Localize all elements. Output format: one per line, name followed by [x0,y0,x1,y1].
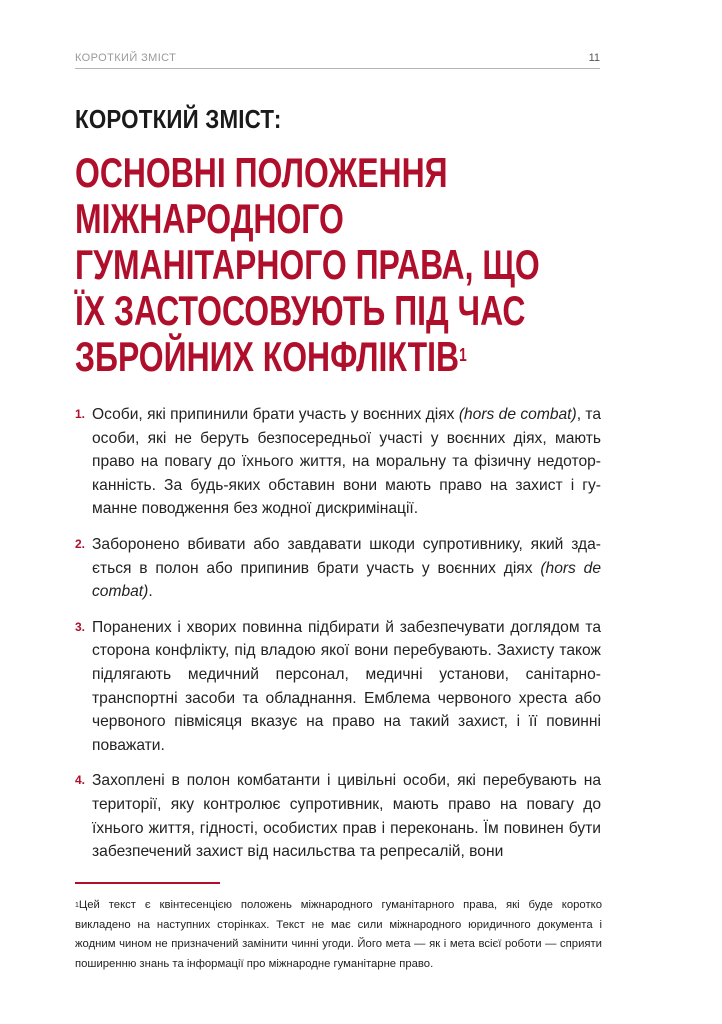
header-divider [75,68,600,69]
item-number: 3. [75,619,86,634]
item-number: 1. [75,407,86,421]
list-item [75,769,601,863]
item-text-end: , та особи, які не беруть безпосередньої участі у воєнних діях, мають право на повагу до їхнього життя, на моральну та фізичну недоторканність. За будь-яких обставин вони мають право на захист і гуманне поводження без жодної дискримінації. [92,406,602,518]
footnote [75,896,602,974]
item-text: Особи, які припинили брати участь у воєнних діях [92,406,459,423]
item-text: Заборонено вбивати або завдавати шкоди супротивнику, який здається в полон або припинив брати участь у воєнних діях [92,535,601,577]
title-line: ОСНОВНІ ПОЛОЖЕННЯ [75,149,448,196]
list-item [75,616,601,758]
title-footnote-ref[interactable]: 1 [459,345,467,365]
page-title [75,149,540,380]
title-line: ГУМАНІТАРНОГО ПРАВА, ЩО [75,241,540,288]
section-kicker: КОРОТКИЙ ЗМІСТ: [75,104,282,134]
title-line: ЇХ ЗАСТОСОВУЮТЬ ПІД ЧАС [75,287,526,334]
item-italic-term: (hors de combat) [458,406,577,423]
item-number: 2. [75,536,86,551]
title-line-last [75,334,531,380]
item-text: Захоплені в полон комбатанти і цивільні особи, які перебувають на території, яку контролює супротивник, мають право на повагу до їхнього життя, гідності, особистих прав і переконань. Їм повинен бути забезпечений захист від насильства та репресалій, вони [92,772,601,861]
list-item [75,403,601,521]
item-italic-term: (hors de combat) [92,559,601,601]
footnote-divider [75,882,220,884]
running-header: КОРОТКИЙ ЗМІСТ [75,52,177,64]
item-text: Поранених і хворих повинна підбирати й забезпечувати доглядом та сторона конфлікту, під владою якої вони перебувають. Захисту також підлягають медичний персонал, медичні установи, санітарно-транспортні засоби та обладнання. Емблема червоного хреста або червоного півмісяця вказує на право на такий захист, і її повинні поважати. [92,618,601,754]
footnote-marker: 1 [75,902,79,909]
list-item [75,533,601,604]
title-line: МІЖНАРОДНОГО [75,195,344,242]
footnote-text: Цей текст є квінтесенцією положень міжнародного гуманітарного права, які буде коротко викладено на наступних сторінках. Текст не має сили міжнародного юридичного документа і жодним чином не призначений замінити чинні угоди. Його мета — як і мета всієї роботи — сприяти поширенню знань та інформації про міжнародне гуманітарне право. [75,899,602,970]
principles-list [75,403,601,876]
item-number: 4. [75,773,86,788]
page-number: 11 [588,52,600,64]
title-line-text: ЗБРОЙНИХ КОНФЛІКТІВ [75,333,460,380]
item-text-end: . [148,583,153,601]
